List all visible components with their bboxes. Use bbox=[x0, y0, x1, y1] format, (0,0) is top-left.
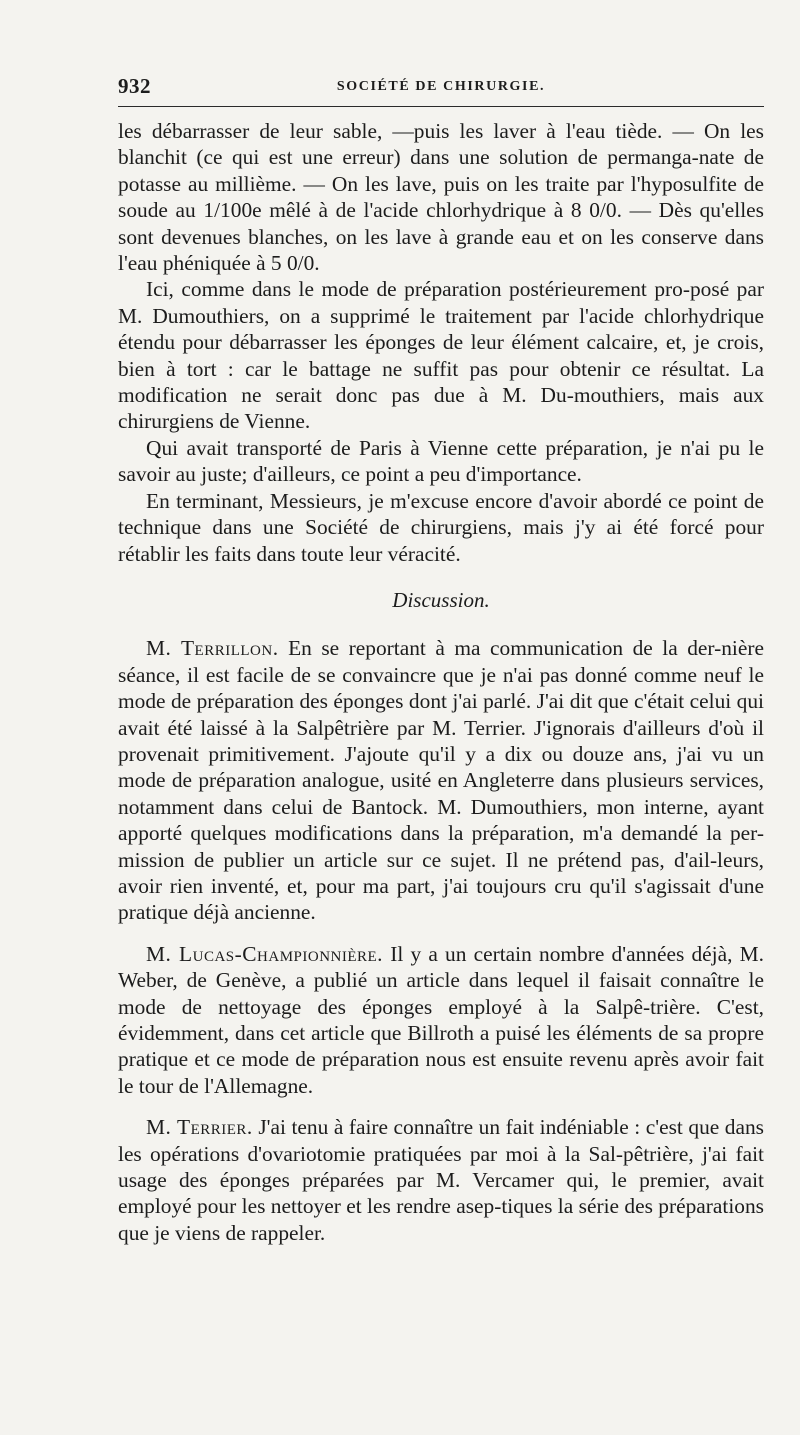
body-text bbox=[118, 118, 764, 1246]
paragraph: En terminant, Messieurs, je m'excuse encore d'avoir abordé ce point de technique dans une Société de chirurgiens, mais j'y ai été forcé pour rétablir les faits dans toute leur véracité. bbox=[118, 488, 764, 566]
paragraph: Qui avait transporté de Paris à Vienne cette préparation, je n'ai pu le savoir au juste; d'ailleurs, ce point a peu d'importance. bbox=[118, 435, 764, 487]
paragraph-continued: les débarrasser de leur sable, —puis les laver à l'eau tiède. — On les blanchit (ce qui est une erreur) dans une solution de permanga-nate de potasse au millième. — On les lave, puis on les traite par l'hyposulfite de soude au 1/100e mêlé à de l'acide chlorhydrique à 8 0/0. — Dès qu'elles sont devenues blanches, on les lave à grande eau et on les conserve dans l'eau phéniquée à 5 0/0. bbox=[118, 119, 764, 276]
speech-text: J'ai tenu à faire connaître un fait indéniable : c'est que dans les opérations d'ovariotomie pratiquées par moi à la Sal-pêtrière, j'ai fait usage des éponges préparées par M. Vercamer qui, le premier, avait employé pour les nettoyer et les rendre asep-tiques la série des préparations que je viens de rappeler. bbox=[118, 1115, 764, 1245]
paragraph: Ici, comme dans le mode de préparation postérieurement pro-posé par M. Dumouthiers, on a supprimé le traitement par l'acide chlorhydrique étendu pour débarrasser les éponges de leur élément calcaire, et, je crois, bien à tort : car le battage ne suffit pas pour obtenir ce résultat. La modification ne serait donc pas due à M. Du-mouthiers, mais aux chirurgiens de Vienne. bbox=[118, 277, 764, 434]
speech-lucas-championniere bbox=[118, 941, 764, 1099]
speaker-name: M. Terrillon. bbox=[146, 636, 279, 661]
speech-text: En se reportant à ma communication de la der-nière séance, il est facile de se convaincre que je n'ai pas donné comme neuf le mode de préparation des éponges dont j'ai parlé. J'ai dit que c'était celui qui avait été laissé à la Salpêtrière par M. Terrier. J'ignorais d'ailleurs d'où il provenait primitivement. J'ajoute qu'il y a dix ou douze ans, j'ai vu un mode de préparation analogue, usité en Angleterre dans plusieurs services, notamment dans celui de Bantock. M. Dumouthiers, mon interne, ayant apporté quelques modifications dans la préparation, m'a demandé la per-mission de publier un article sur ce sujet. Il ne prétend pas, d'ail-leurs, avoir rien inventé, et, pour ma part, j'ai toujours cru qu'il s'agissait d'une pratique déjà ancienne. bbox=[118, 636, 764, 925]
speaker-name: M. Terrier. bbox=[146, 1115, 253, 1140]
speaker-name: M. Lucas-Championnière. bbox=[146, 941, 384, 966]
speech-text: Il y a un certain nombre d'années déjà, M. Weber, de Genève, a publié un article dans lequel il faisait connaître le mode de nettoyage des éponges employé à la Salpê-trière. C'est, évidemment, dans cet article que Billroth a puisé les éléments de sa propre pratique et ce mode de préparation nous est ensuite revenu après avoir fait le tour de l'Allemagne. bbox=[118, 941, 764, 1098]
discussion-heading: Discussion. bbox=[392, 587, 490, 612]
page-number: 932 bbox=[118, 74, 151, 98]
speech-terrillon bbox=[118, 635, 764, 925]
running-title: SOCIÉTÉ DE CHIRURGIE. bbox=[336, 79, 546, 94]
speech-terrier bbox=[118, 1114, 764, 1246]
page-header bbox=[118, 70, 764, 107]
